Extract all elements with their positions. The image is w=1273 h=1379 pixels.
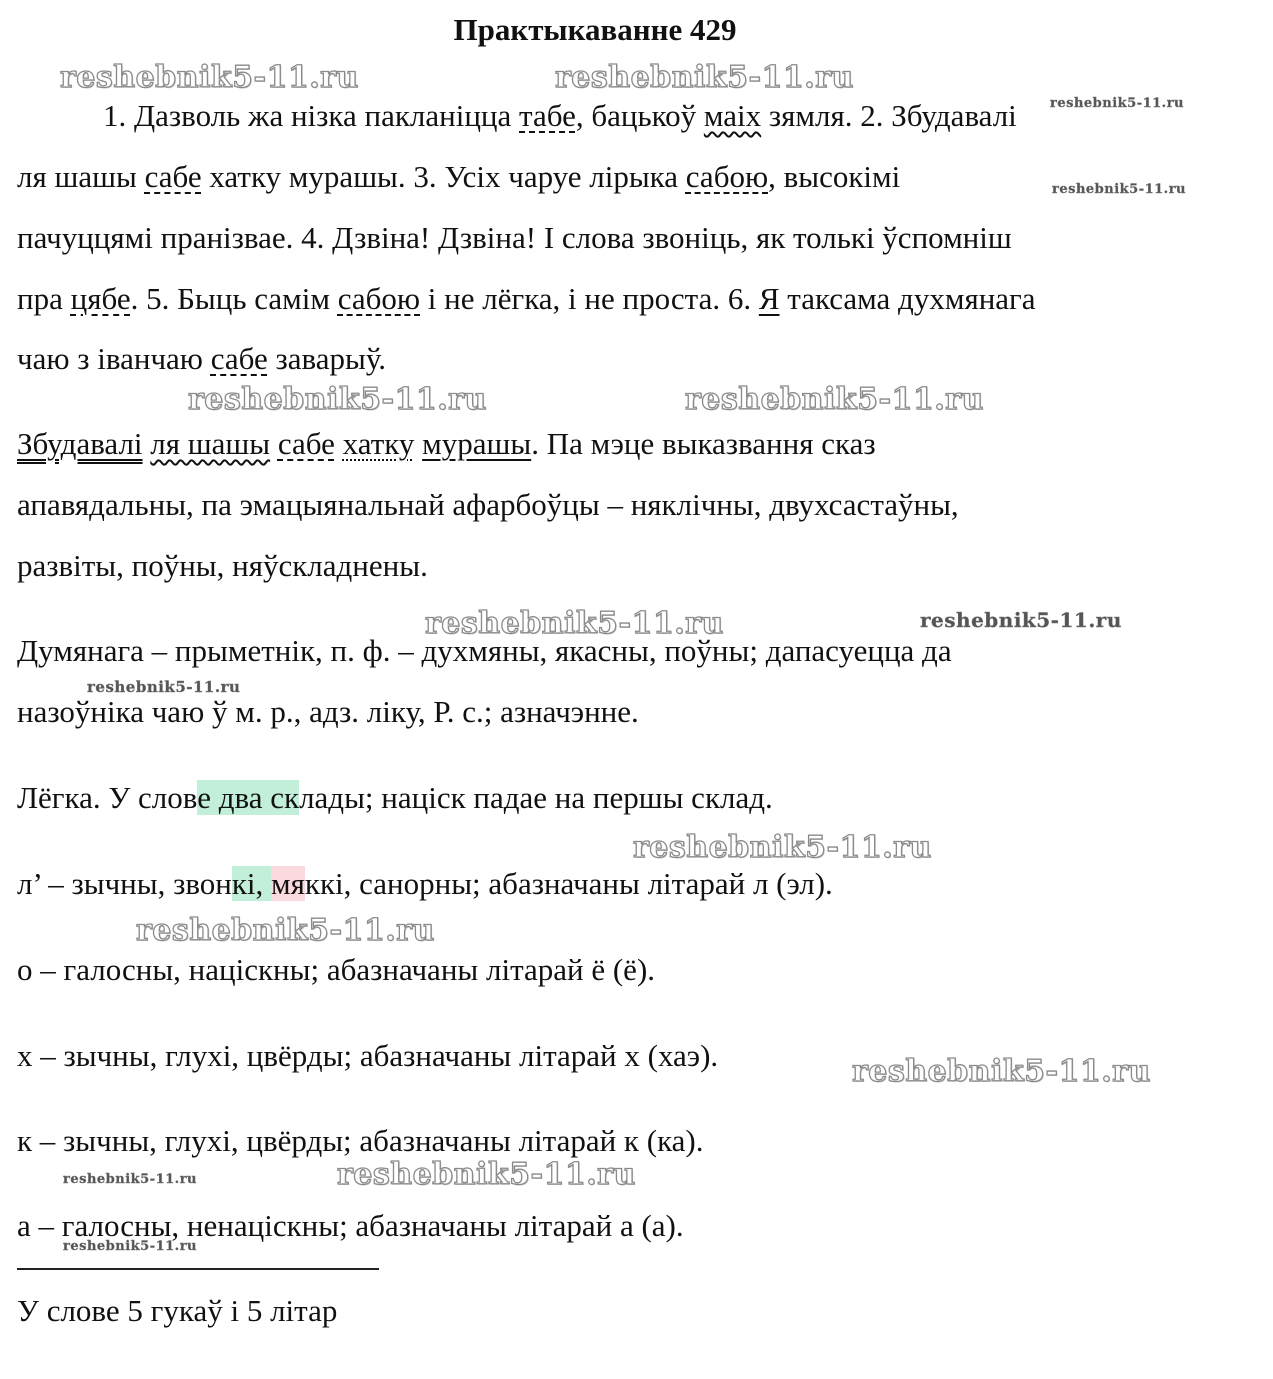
watermark: reshebnik5-11.ru bbox=[852, 1054, 1151, 1089]
underlined-word: сабою bbox=[337, 281, 421, 316]
underlined-word: мурашы bbox=[422, 426, 532, 461]
text-segment: і не лёгка, і не проста. 6. bbox=[420, 281, 759, 316]
underlined-word: ля шашы bbox=[150, 426, 271, 461]
underlined-word: сабе bbox=[277, 426, 335, 461]
underlined-word: сабе bbox=[144, 159, 202, 194]
text-segment: Лёгка. У слов bbox=[17, 780, 198, 815]
page-title: Практыкаванне 429 bbox=[453, 12, 737, 47]
watermark: reshebnik5-11.ru bbox=[920, 608, 1122, 632]
underlined-word: Збудавалі bbox=[17, 426, 143, 461]
underlined-word: сабе bbox=[210, 341, 268, 376]
text-segment: зямля. 2. Збудавалі bbox=[761, 98, 1017, 133]
text-line bbox=[17, 279, 1036, 319]
watermark: reshebnik5-11.ru bbox=[87, 678, 241, 696]
text-line: х – зычны, глухі, цвёрды; абазначаны літарай х (хаэ). bbox=[17, 1038, 719, 1073]
text-segment: . 5. Быць самім bbox=[130, 281, 338, 316]
highlight: кі, bbox=[231, 866, 272, 901]
text-segment: ля шашы bbox=[17, 159, 145, 194]
text-segment: таксама духмянага bbox=[779, 281, 1036, 316]
watermark: reshebnik5-11.ru bbox=[425, 606, 724, 641]
underlined-word: цябе bbox=[70, 281, 131, 316]
underlined-word: сабою bbox=[685, 159, 769, 194]
text-segment: , высокімі bbox=[768, 159, 901, 194]
text-segment: . Па мэце выказвання сказ bbox=[531, 426, 876, 461]
text-segment: пра bbox=[17, 281, 71, 316]
underlined-word: табе bbox=[519, 98, 576, 133]
text-line bbox=[17, 157, 900, 197]
watermark: reshebnik5-11.ru bbox=[685, 382, 984, 417]
text-line: назоўніка чаю ў м. р., адз. ліку, Р. с.; азначэнне. bbox=[17, 694, 639, 729]
underlined-word: маіх bbox=[703, 98, 762, 133]
underlined-word: Я bbox=[758, 281, 780, 316]
highlight: е два ск bbox=[197, 780, 300, 815]
text-segment: , бацькоў bbox=[575, 98, 704, 133]
text-line: к – зычны, глухі, цвёрды; абазначаны літарай к (ка). bbox=[17, 1123, 704, 1158]
text-line bbox=[17, 339, 386, 379]
divider bbox=[17, 1268, 379, 1270]
text-segment: чаю з іванчаю bbox=[17, 341, 211, 376]
text-line: Думянага – прыметнік, п. ф. – духмяны, якасны, поўны; дапасуецца да bbox=[17, 633, 952, 668]
text-line bbox=[103, 96, 1017, 136]
watermark: reshebnik5-11.ru bbox=[1050, 96, 1185, 111]
watermark: reshebnik5-11.ru bbox=[60, 60, 359, 95]
watermark: reshebnik5-11.ru bbox=[1052, 182, 1187, 197]
watermark: reshebnik5-11.ru bbox=[63, 1172, 198, 1187]
text-segment: хатку мурашы. 3. Усіх чаруе лірыка bbox=[201, 159, 686, 194]
text-segment: ккі, санорны; абазначаны літарай л (эл). bbox=[304, 866, 833, 901]
watermark: reshebnik5-11.ru bbox=[63, 1239, 198, 1254]
text-line: развіты, поўны, няўскладнены. bbox=[17, 548, 428, 583]
text-segment: заварыў. bbox=[267, 341, 386, 376]
text-line bbox=[17, 778, 773, 818]
highlight: мя bbox=[271, 866, 305, 901]
text-line bbox=[17, 864, 833, 904]
text-line: пачуццямі пранізвае. 4. Дзвіна! Дзвіна! І слова звоніць, як толькі ўспомніш bbox=[17, 220, 1012, 255]
underlined-word: хатку bbox=[342, 426, 415, 461]
text-line bbox=[17, 424, 876, 464]
text-segment: л’ – зычны, звон bbox=[17, 866, 232, 901]
summary-text: У слове 5 гукаў і 5 літар bbox=[17, 1293, 338, 1328]
text-line: апавядальны, па эмацыянальнай афарбоўцы – няклічны, двухсастаўны, bbox=[17, 487, 959, 522]
watermark: reshebnik5-11.ru bbox=[188, 382, 487, 417]
watermark: reshebnik5-11.ru bbox=[136, 913, 435, 948]
text-line: о – галосны, націскны; абазначаны літарай ё (ё). bbox=[17, 952, 656, 987]
text-segment: лады; націск падае на першы склад. bbox=[299, 780, 773, 815]
watermark: reshebnik5-11.ru bbox=[337, 1157, 636, 1192]
text-segment: 1. Дазволь жа нізка пакланіцца bbox=[103, 98, 520, 133]
watermark: reshebnik5-11.ru bbox=[633, 830, 932, 865]
text-line: а – галосны, ненаціскны; абазначаны літарай а (а). bbox=[17, 1208, 684, 1243]
watermark: reshebnik5-11.ru bbox=[555, 60, 854, 95]
